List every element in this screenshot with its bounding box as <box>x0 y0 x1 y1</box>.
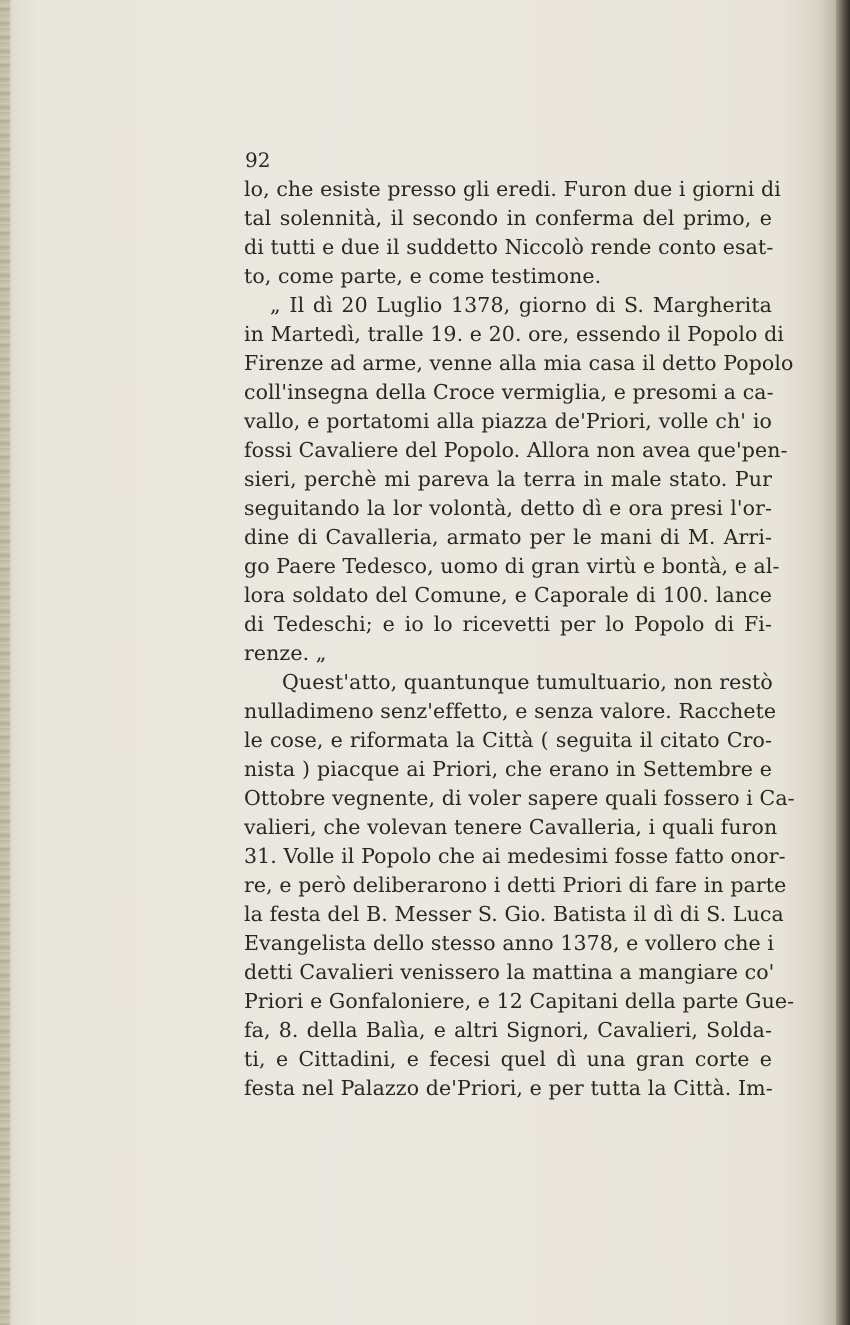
text-line: seguitando la lor volontà, detto dì e ora presi l'or- <box>244 496 772 520</box>
text-line: go Paere Tedesco, uomo di gran virtù e bontà, e al- <box>244 554 780 578</box>
page-number: 92 <box>245 148 271 172</box>
text-line: Priori e Gonfaloniere, e 12 Capitani della parte Gue- <box>244 989 795 1013</box>
text-line: dine di Cavalleria, armato per le mani di M. Arri- <box>244 525 772 549</box>
text-line: le cose, e riformata la Città ( seguita il citato Cro- <box>244 728 772 752</box>
text-line: tal solennità, il secondo in conferma del primo, e <box>244 206 772 230</box>
text-line: valieri, che volevan tenere Cavalleria, i quali furon <box>244 815 778 839</box>
text-line: to, come parte, e come testimone. <box>244 264 602 288</box>
text-line: Evangelista dello stesso anno 1378, e vollero che i <box>244 931 775 955</box>
text-line: lo, che esiste presso gli eredi. Furon due i giorni di <box>244 177 781 201</box>
text-line: fa, 8. della Balìa, e altri Signori, Cavalieri, Solda- <box>244 1018 772 1042</box>
page-right-edge <box>836 0 850 1325</box>
text-line: nista ) piacque ai Priori, che erano in Settembre e <box>244 757 772 781</box>
text-line: nulladimeno senz'effetto, e senza valore. Racchete <box>244 699 777 723</box>
text-line: coll'insegna della Croce vermiglia, e presomi a ca- <box>244 380 774 404</box>
text-line: lora soldato del Comune, e Caporale di 100. lance <box>244 583 772 607</box>
text-line: renze. „ <box>244 641 327 665</box>
text-line: di Tedeschi; e io lo ricevetti per lo Popolo di Fi- <box>244 612 772 636</box>
text-line: Quest'atto, quantunque tumultuario, non restò <box>282 670 773 694</box>
text-line: festa nel Palazzo de'Priori, e per tutta la Città. Im- <box>244 1076 773 1100</box>
text-line: „ Il dì 20 Luglio 1378, giorno di S. Margherita <box>270 293 772 317</box>
text-line: fossi Cavaliere del Popolo. Allora non avea que'pen- <box>244 438 788 462</box>
text-line: di tutti e due il suddetto Niccolò rende conto esat- <box>244 235 774 259</box>
text-line: ti, e Cittadini, e fecesi quel dì una gran corte e <box>244 1047 772 1071</box>
text-line: Firenze ad arme, venne alla mia casa il detto Popolo <box>244 351 794 375</box>
text-line: in Martedì, tralle 19. e 20. ore, essendo il Popolo di <box>244 322 784 346</box>
text-line: Ottobre vegnente, di voler sapere quali fossero i Ca- <box>244 786 795 810</box>
page-left-edge <box>0 0 10 1325</box>
text-line: detti Cavalieri venissero la mattina a mangiare co' <box>244 960 775 984</box>
text-line: 31. Volle il Popolo che ai medesimi fosse fatto onor- <box>244 844 786 868</box>
text-line: sieri, perchè mi pareva la terra in male stato. Pur <box>244 467 772 491</box>
text-line: re, e però deliberarono i detti Priori di fare in parte <box>244 873 787 897</box>
text-line: la festa del B. Messer S. Gio. Batista il dì di S. Luca <box>244 902 784 926</box>
text-line: vallo, e portatomi alla piazza de'Priori, volle ch' io <box>244 409 772 433</box>
